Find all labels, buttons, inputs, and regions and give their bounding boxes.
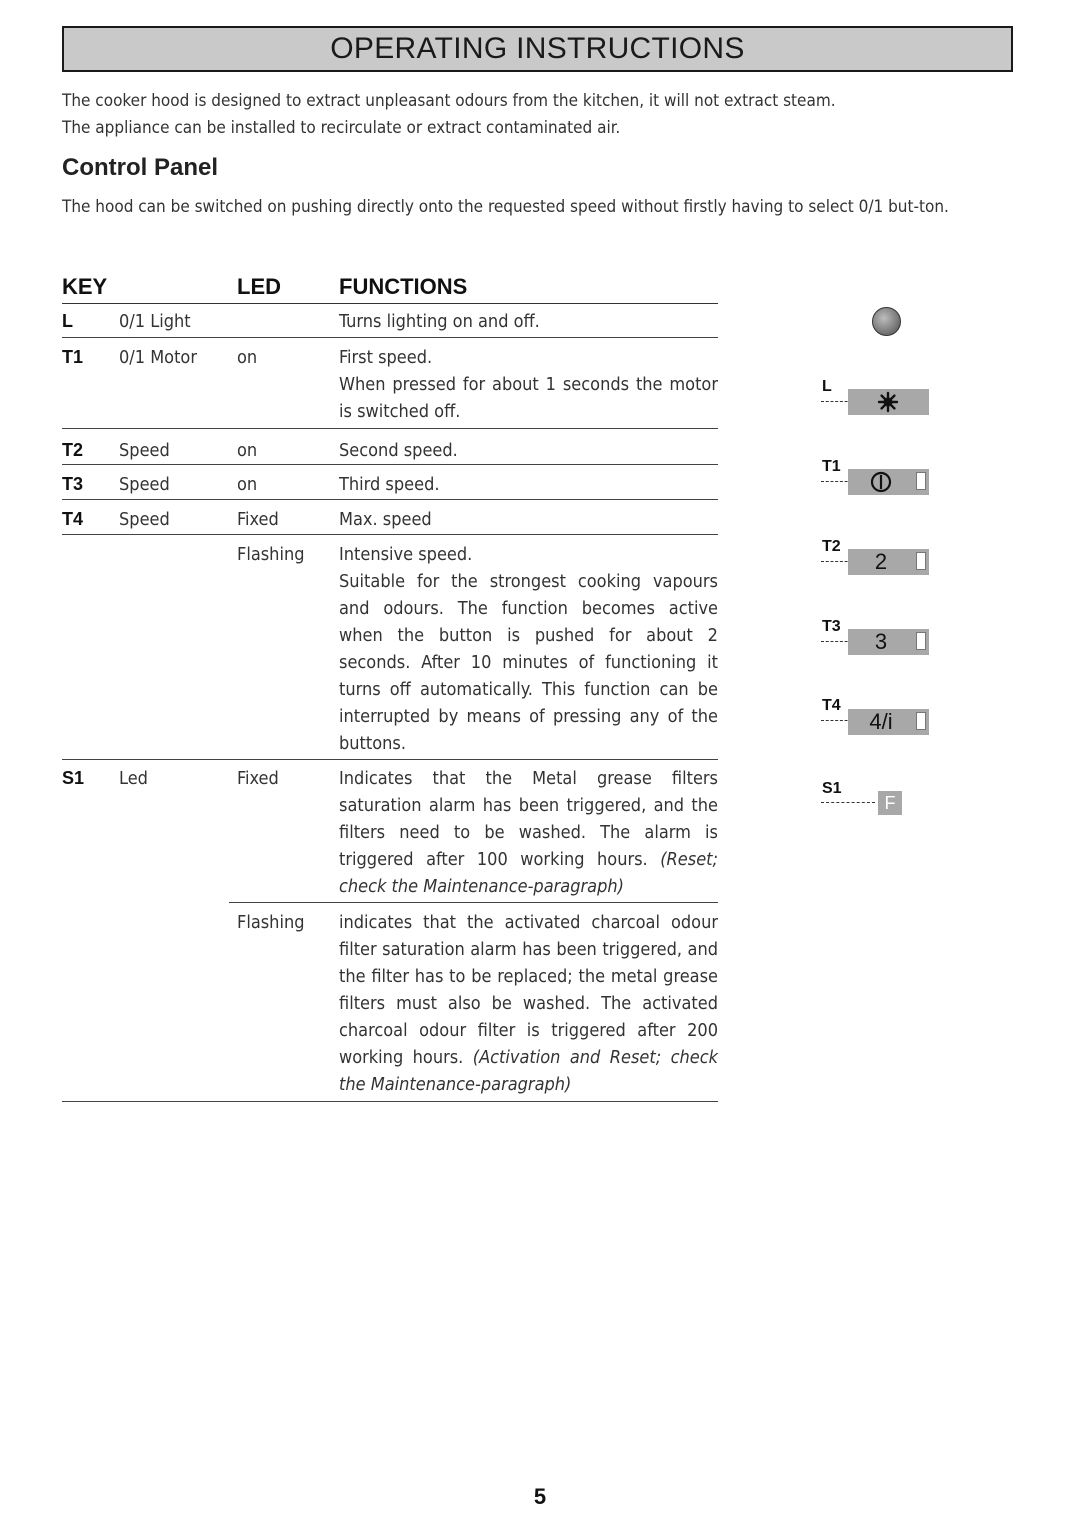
intro-text: [62, 88, 1022, 142]
row-key: S1: [62, 768, 85, 788]
row-key: L: [62, 311, 73, 331]
table-row: [62, 465, 718, 500]
row-function: Turns lighting on and off.: [339, 311, 540, 332]
panel-key-label: T1: [822, 458, 841, 475]
filter-alarm-led: F: [878, 791, 902, 815]
row-led: Flashing: [237, 912, 305, 933]
row-name: 0/1 Motor: [119, 347, 197, 368]
row-function: [339, 765, 718, 900]
table-row: [62, 535, 718, 760]
header-led: LED: [237, 274, 281, 299]
row-name: Speed: [119, 509, 170, 530]
leader-line: [821, 802, 875, 803]
row-led: on: [237, 474, 258, 495]
row-function: [339, 344, 718, 425]
row-function: [339, 909, 718, 1098]
button-label: 4/i: [869, 709, 893, 734]
row-name: Speed: [119, 474, 170, 495]
row-name: Led: [119, 768, 148, 789]
speed-3-button[interactable]: [848, 629, 929, 655]
button-label: 2: [874, 549, 888, 574]
page-number: 5: [533, 1484, 547, 1509]
page-title: OPERATING INSTRUCTIONS: [62, 26, 1013, 72]
header-functions: FUNCTIONS: [339, 274, 468, 299]
key-function-table: [62, 270, 718, 1102]
table-row: [62, 429, 718, 465]
table-header: [62, 270, 718, 304]
row-name: Speed: [119, 440, 170, 461]
row-led: Fixed: [237, 768, 279, 789]
light-bulb-icon: [872, 307, 901, 336]
panel-key-label: L: [822, 378, 832, 395]
light-button[interactable]: [848, 389, 929, 415]
table-row: [62, 304, 718, 338]
intro-line: The cooker hood is designed to extract unpleasant odours from the kitchen, it will not extract steam.: [62, 91, 836, 111]
intro-line: The appliance can be installed to recirculate or extract contaminated air.: [62, 118, 621, 138]
row-key: T2: [62, 440, 84, 460]
speed-4-intensive-button[interactable]: [848, 709, 929, 735]
section-title: Control Panel: [62, 154, 219, 181]
row-led: Fixed: [237, 509, 279, 530]
panel-key-label: T4: [822, 697, 841, 714]
panel-key-label: S1: [822, 780, 842, 797]
section-description: The hood can be switched on pushing directly onto the requested speed without firstly having to select 0/1 but-ton.: [62, 197, 949, 217]
speed-2-button[interactable]: [848, 549, 929, 575]
row-led: on: [237, 347, 258, 368]
button-led-indicator: [916, 632, 926, 650]
row-led: on: [237, 440, 258, 461]
button-led-indicator: [916, 712, 926, 730]
table-row: [62, 903, 718, 1102]
button-led-indicator: [916, 552, 926, 570]
row-name: 0/1 Light: [119, 311, 191, 332]
function-text: indicates that the activated charcoal odour filter saturation alarm has been triggered, and the filter has to be replaced; the metal grease filters must also be washed. The activated charcoal odour filter is triggered after 200 working hours.: [339, 912, 718, 1068]
function-line: Intensive speed.: [339, 544, 473, 565]
table-row: [62, 500, 718, 535]
control-panel-diagram: [818, 300, 968, 840]
function-note: (Activation and Reset; check the Maintenance-paragraph): [339, 1047, 718, 1095]
panel-key-label: T2: [822, 538, 841, 555]
row-key: T4: [62, 509, 84, 529]
sun-icon: [848, 389, 929, 415]
row-function: [339, 541, 718, 757]
row-led: Flashing: [237, 544, 305, 565]
table-row: [62, 338, 718, 429]
motor-power-button[interactable]: [848, 469, 929, 495]
header-key: KEY: [62, 274, 108, 299]
power-icon: [848, 469, 914, 495]
function-line: When pressed for about 1 seconds the motor is switched off.: [339, 374, 718, 422]
table-row: [62, 760, 718, 902]
button-label: 3: [874, 629, 888, 654]
function-note: (Reset; check the Maintenance-paragraph): [339, 849, 718, 897]
button-led-indicator: [916, 472, 926, 490]
row-function: Third speed.: [339, 474, 440, 495]
row-function: Second speed.: [339, 440, 458, 461]
function-line: First speed.: [339, 347, 433, 368]
row-key: T3: [62, 474, 84, 494]
panel-key-label: T3: [822, 618, 841, 635]
function-text: Indicates that the Metal grease filters saturation alarm has been triggered, and the filters need to be washed. The alarm is triggered after 100 working hours.: [339, 768, 718, 870]
row-function: Max. speed: [339, 509, 432, 530]
function-line: Suitable for the strongest cooking vapours and odours. The function becomes active when the button is pushed for about 2 seconds. After 10 minutes of functioning it turns off automatically. This function can be interrupted by means of pressing any of the buttons.: [339, 571, 718, 754]
row-key: T1: [62, 347, 84, 367]
